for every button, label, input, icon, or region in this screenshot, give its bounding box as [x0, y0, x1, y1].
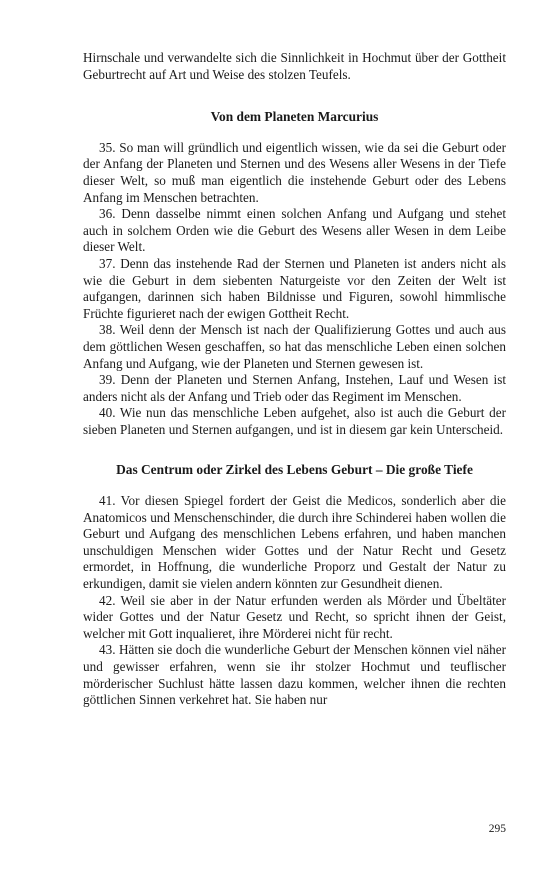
- page-text: [83, 50, 506, 709]
- paragraph-38: 38. Weil denn der Mensch ist nach der Qualifizierung Gottes und auch aus dem göttlichen Wesen geschaffen, so hat das menschliche Leben einen solchen Anfang und Aufgang, wie der Planeten und Sternen gewesen ist.: [83, 322, 506, 371]
- page-number: 295: [488, 823, 506, 835]
- paragraph-35: 35. So man will gründlich und eigentlich wissen, wie da sei die Geburt oder der Anfang der Planeten und Sternen und des Wesens aller Wesens in der Tiefe dieser Welt, so muß man eigentlich die instehende Geburt oder des Lebens Anfang im Menschen betrachten.: [83, 139, 506, 205]
- intro-text: Hirnschale und verwandelte sich die Sinnlichkeit in Hochmut über der Gottheit Geburtrecht auf Art und Weise des stolzen Teufels.: [83, 50, 506, 82]
- paragraph-42: 42. Weil sie aber in der Natur erfunden werden als Mörder und Übeltäter wider Gottes und der Natur Gesetz und Recht, so spricht ihnen der Geist, welcher mit Gott inqualieret, ihre Mörderei nicht für recht.: [83, 592, 506, 641]
- section-heading-marcurius: Von dem Planeten Marcurius: [210, 109, 379, 125]
- section-heading-centrum: Das Centrum oder Zirkel des Lebens Geburt – Die große Tiefe: [116, 462, 473, 478]
- paragraph-39: 39. Denn der Planeten und Sternen Anfang, Instehen, Lauf und Wesen ist anders nicht als der Anfang und Trieb oder das Regiment im Menschen.: [83, 372, 506, 404]
- paragraph-36: 36. Denn dasselbe nimmt einen solchen Anfang und Aufgang und stehet auch in solchem Orden wie die Geburt des Wesens aller Wesen in dem Leibe dieser Welt.: [83, 206, 506, 255]
- paragraph-41: 41. Vor diesen Spiegel fordert der Geist die Medicos, sonderlich aber die Anatomicos und Menschenschinder, die durch ihre Schinderei haben wollen die Geburt und Aufgang des menschlichen Lebens erfahren, und haben manchen unschuldigen Menschen wider Gottes und der Natur Recht und Gesetz ermordet, in Hoffnung, die wunderliche Proporz und Gestalt der Natur zu erkundigen, damit sie vielen andern könnten zur Gesundheit dienen.: [83, 493, 506, 592]
- paragraph-37: 37. Denn das instehende Rad der Sternen und Planeten ist anders nicht als wie die Geburt in dem siebenten Naturgeiste vor den Zeiten der Welt ist aufgangen, darinnen sich haben Bildnisse und Figuren, sowohl himmlische Früchte figurieret nach der ewigen Gottheit Recht.: [83, 255, 506, 321]
- paragraph-43: 43. Hätten sie doch die wunderliche Geburt der Menschen können viel näher und gewisser erfahren, wenn sie ihr stolzer Hochmut und teuflischer mörderischer Suchlust hätte lassen dazu kommen, welcher ihnen die rechten göttlichen Sinnen verkehret hat. Sie haben nur: [83, 642, 506, 708]
- paragraph-40: 40. Wie nun das menschliche Leben aufgehet, also ist auch die Geburt der sieben Planeten und Sternen aufgangen, und ist in diesem gar kein Unterscheid.: [83, 405, 506, 437]
